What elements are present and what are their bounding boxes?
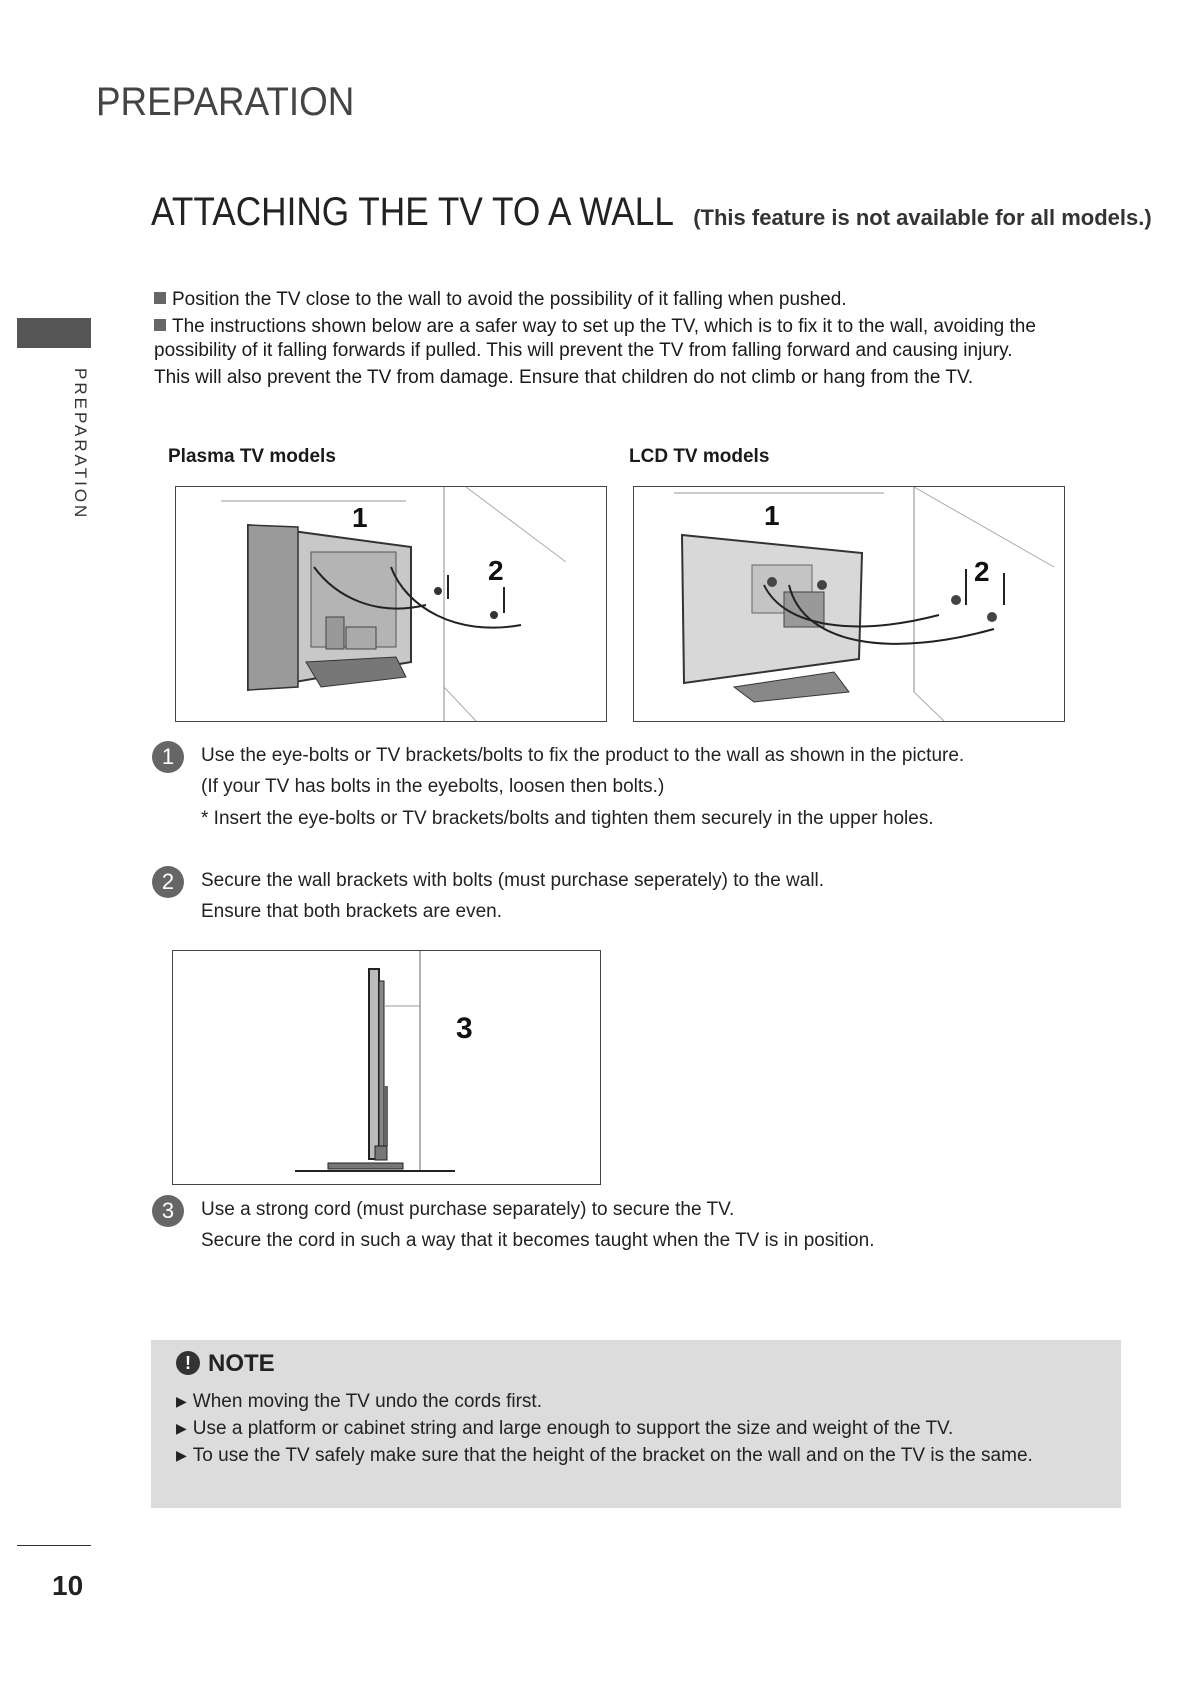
intro-bullet-1: Position the TV close to the wall to avoid the possibility of it falling when pushed. xyxy=(154,286,1094,313)
note-item-2: ▶ Use a platform or cabinet string and large enough to support the size and weight of the TV. xyxy=(176,1418,954,1439)
side-step-3-number: 3 xyxy=(456,1012,473,1045)
square-bullet-icon xyxy=(154,292,166,304)
plasma-step-2-number: 2 xyxy=(488,555,504,586)
plasma-models-label: Plasma TV models xyxy=(168,446,336,467)
side-view-figure xyxy=(172,950,601,1185)
lcd-figure xyxy=(633,486,1065,722)
intro-bullet-2-line-3: This will also prevent the TV from damage. Ensure that children do not climb or hang from the TV. xyxy=(154,367,974,388)
footer-rule xyxy=(17,1545,91,1546)
triangle-bullet-icon: ▶ xyxy=(176,1393,187,1409)
side-tab-marker xyxy=(17,318,91,348)
step-1-line-3: * Insert the eye-bolts or TV brackets/bolts and tighten them securely in the upper holes. xyxy=(201,808,934,829)
step-3-line-2: Secure the cord in such a way that it becomes taught when the TV is in position. xyxy=(201,1230,875,1251)
section-header: PREPARATION xyxy=(96,80,355,124)
note-title: ! NOTE xyxy=(176,1350,275,1378)
note-item-1: ▶ When moving the TV undo the cords first. xyxy=(176,1391,542,1412)
intro-bullet-2-line-2: possibility of it falling forwards if pulled. This will prevent the TV from falling forward and causing injury. xyxy=(154,340,1013,361)
step-1-badge: 1 xyxy=(152,741,184,773)
lcd-models-label: LCD TV models xyxy=(629,446,770,467)
step-3-line-1: Use a strong cord (must purchase separately) to secure the TV. xyxy=(201,1199,735,1220)
page-title-note: (This feature is not available for all models.) xyxy=(693,205,1152,230)
triangle-bullet-icon: ▶ xyxy=(176,1420,187,1436)
side-section-label: PREPARATION xyxy=(71,368,90,521)
lcd-step-1-number: 1 xyxy=(764,500,780,531)
side-view-illustration xyxy=(173,951,600,1184)
step-2-badge: 2 xyxy=(152,866,184,898)
plasma-figure xyxy=(175,486,607,722)
page-number: 10 xyxy=(52,1570,84,1601)
intro-bullet-2: The instructions shown below are a safer way to set up the TV, which is to fix it to the wall, avoiding the xyxy=(154,313,1094,340)
triangle-bullet-icon: ▶ xyxy=(176,1447,187,1463)
step-3-badge: 3 xyxy=(152,1195,184,1227)
page-title-main: ATTACHING THE TV TO A WALL xyxy=(151,190,674,234)
plasma-step-1-number: 1 xyxy=(352,502,368,533)
step-1-line-1: Use the eye-bolts or TV brackets/bolts to fix the product to the wall as shown in the picture. xyxy=(201,745,965,766)
note-item-3: ▶ To use the TV safely make sure that the height of the bracket on the wall and on the TV is the same. xyxy=(176,1445,1033,1466)
plasma-wall-mount-illustration xyxy=(176,487,606,721)
lcd-wall-mount-illustration xyxy=(634,487,1064,721)
lcd-step-2-number: 2 xyxy=(974,556,990,587)
exclamation-icon: ! xyxy=(176,1351,200,1375)
square-bullet-icon xyxy=(154,319,166,331)
page-title xyxy=(151,190,1152,235)
step-2-line-1: Secure the wall brackets with bolts (must purchase seperately) to the wall. xyxy=(201,870,825,891)
step-2-line-2: Ensure that both brackets are even. xyxy=(201,901,503,922)
step-1-line-2: (If your TV has bolts in the eyebolts, loosen then bolts.) xyxy=(201,776,665,797)
